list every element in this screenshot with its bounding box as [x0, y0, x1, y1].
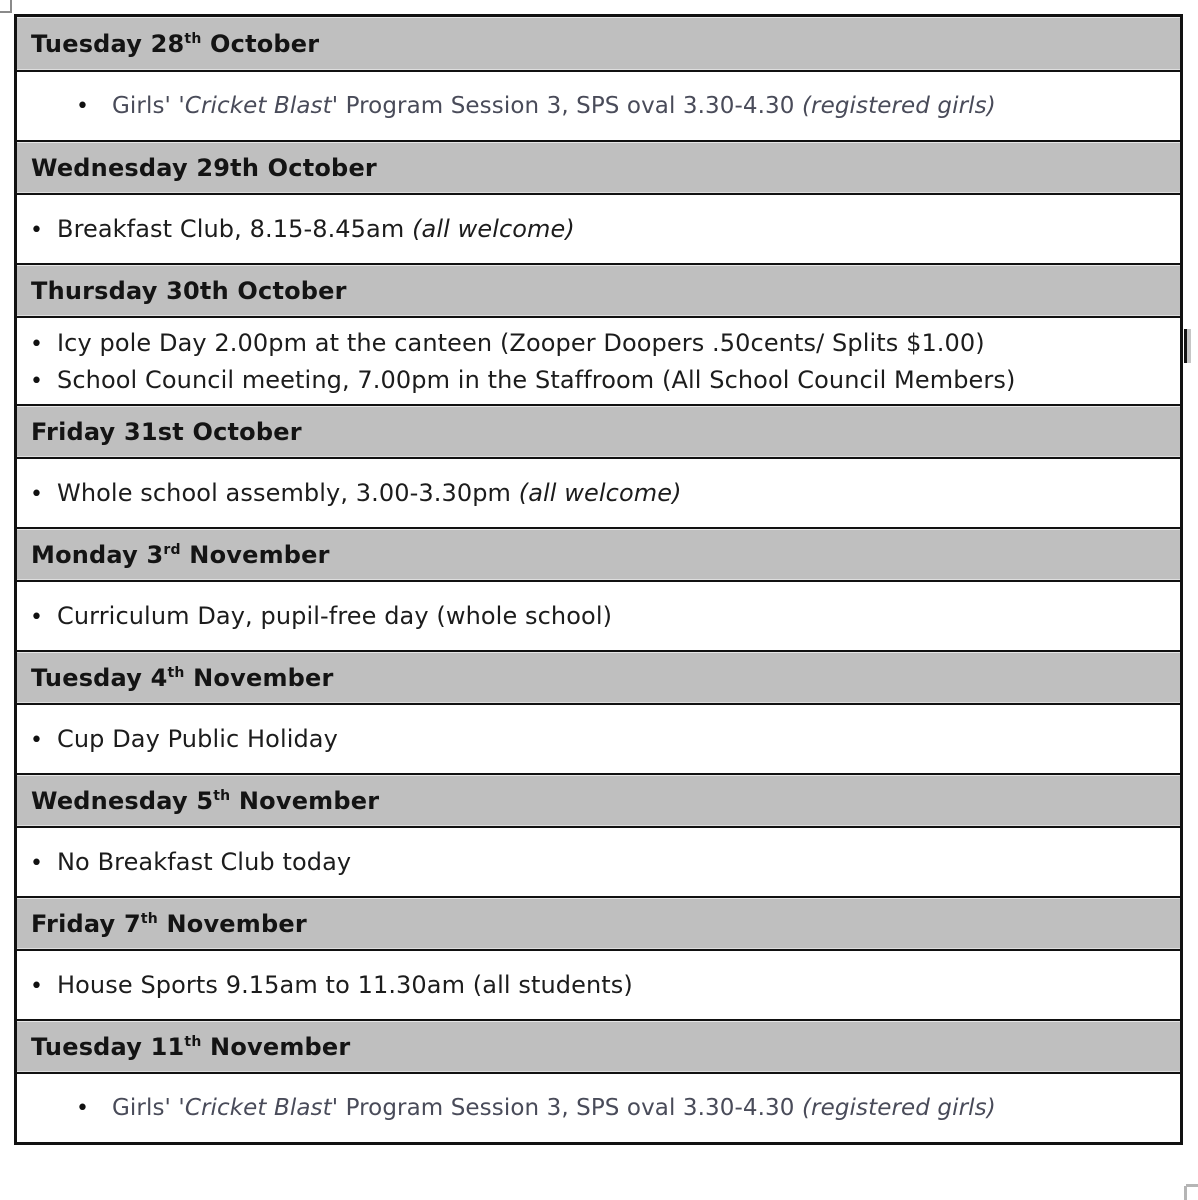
event-line	[17, 215, 1180, 243]
event-row	[17, 70, 1180, 140]
date-header-row	[17, 527, 1180, 580]
event-line	[17, 479, 1180, 507]
event-text: No Breakfast Club today	[57, 848, 352, 876]
bullet-icon: •	[30, 851, 43, 876]
ordinal-superscript: th	[140, 910, 158, 927]
page-corner-artifact	[0, 0, 12, 13]
date-header-row	[17, 896, 1180, 949]
next-table-corner-artifact	[1184, 1186, 1187, 1200]
ordinal-superscript: th	[184, 1033, 202, 1050]
event-text: School Council meeting, 7.00pm in the Staffroom (All School Council Members)	[57, 365, 1016, 394]
event-text: Whole school assembly, 3.00-3.30pm (all welcome)	[57, 479, 682, 507]
event-text: Breakfast Club, 8.15-8.45am (all welcome)	[57, 215, 575, 243]
event-row	[17, 580, 1180, 650]
date-header-text: Tuesday 11th November	[31, 1032, 351, 1061]
date-header-row	[17, 773, 1180, 826]
date-header-row	[17, 17, 1180, 70]
date-header-row	[17, 263, 1180, 316]
bullet-icon: •	[30, 368, 43, 394]
event-text: Icy pole Day 2.00pm at the canteen (Zooper Doopers .50cents/ Splits $1.00)	[57, 328, 985, 357]
event-line	[17, 366, 1180, 394]
event-line	[17, 971, 1180, 999]
event-row	[17, 316, 1180, 404]
event-text: Girls' 'Cricket Blast' Program Session 3, SPS oval 3.30-4.30 (registered girls)	[112, 1095, 996, 1121]
bullet-icon: •	[76, 1096, 89, 1121]
event-line	[17, 848, 1180, 876]
bullet-icon: •	[30, 482, 43, 507]
date-header-text: Tuesday 28th October	[31, 29, 320, 58]
event-line	[17, 329, 1180, 357]
event-text: Girls' 'Cricket Blast' Program Session 3, SPS oval 3.30-4.30 (registered girls)	[112, 93, 996, 119]
ordinal-superscript: th	[213, 787, 231, 804]
event-row	[17, 457, 1180, 527]
bullet-icon: •	[30, 605, 43, 630]
event-line	[17, 93, 1180, 119]
event-row	[17, 193, 1180, 263]
event-row	[17, 949, 1180, 1019]
event-line	[17, 725, 1180, 753]
event-row	[17, 1072, 1180, 1142]
event-text: House Sports 9.15am to 11.30am (all students)	[57, 971, 633, 999]
bullet-icon: •	[30, 974, 43, 999]
bullet-icon: •	[30, 728, 43, 753]
events-table	[14, 14, 1183, 1145]
event-row	[17, 826, 1180, 896]
event-text: Curriculum Day, pupil-free day (whole school)	[57, 602, 613, 630]
date-header-text: Thursday 30th October	[31, 276, 347, 305]
ordinal-superscript: th	[167, 664, 185, 681]
bullet-icon: •	[76, 94, 89, 119]
ordinal-superscript: rd	[163, 541, 181, 558]
ordinal-superscript: th	[184, 30, 202, 47]
date-header-text: Friday 7th November	[31, 909, 307, 938]
bullet-icon: •	[30, 218, 43, 243]
date-header-row	[17, 650, 1180, 703]
date-header-text: Tuesday 4th November	[31, 663, 334, 692]
event-line	[17, 1095, 1180, 1121]
event-row	[17, 703, 1180, 773]
text-cursor-icon	[1184, 329, 1191, 363]
date-header-text: Friday 31st October	[31, 417, 302, 446]
bullet-icon: •	[30, 331, 43, 357]
date-header-text: Monday 3rd November	[31, 540, 330, 569]
date-header-text: Wednesday 5th November	[31, 786, 380, 815]
next-table-corner-artifact	[1186, 1184, 1198, 1187]
date-header-text: Wednesday 29th October	[31, 153, 377, 182]
date-header-row	[17, 140, 1180, 193]
event-text: Cup Day Public Holiday	[57, 725, 338, 753]
date-header-row	[17, 1019, 1180, 1072]
event-line	[17, 602, 1180, 630]
date-header-row	[17, 404, 1180, 457]
